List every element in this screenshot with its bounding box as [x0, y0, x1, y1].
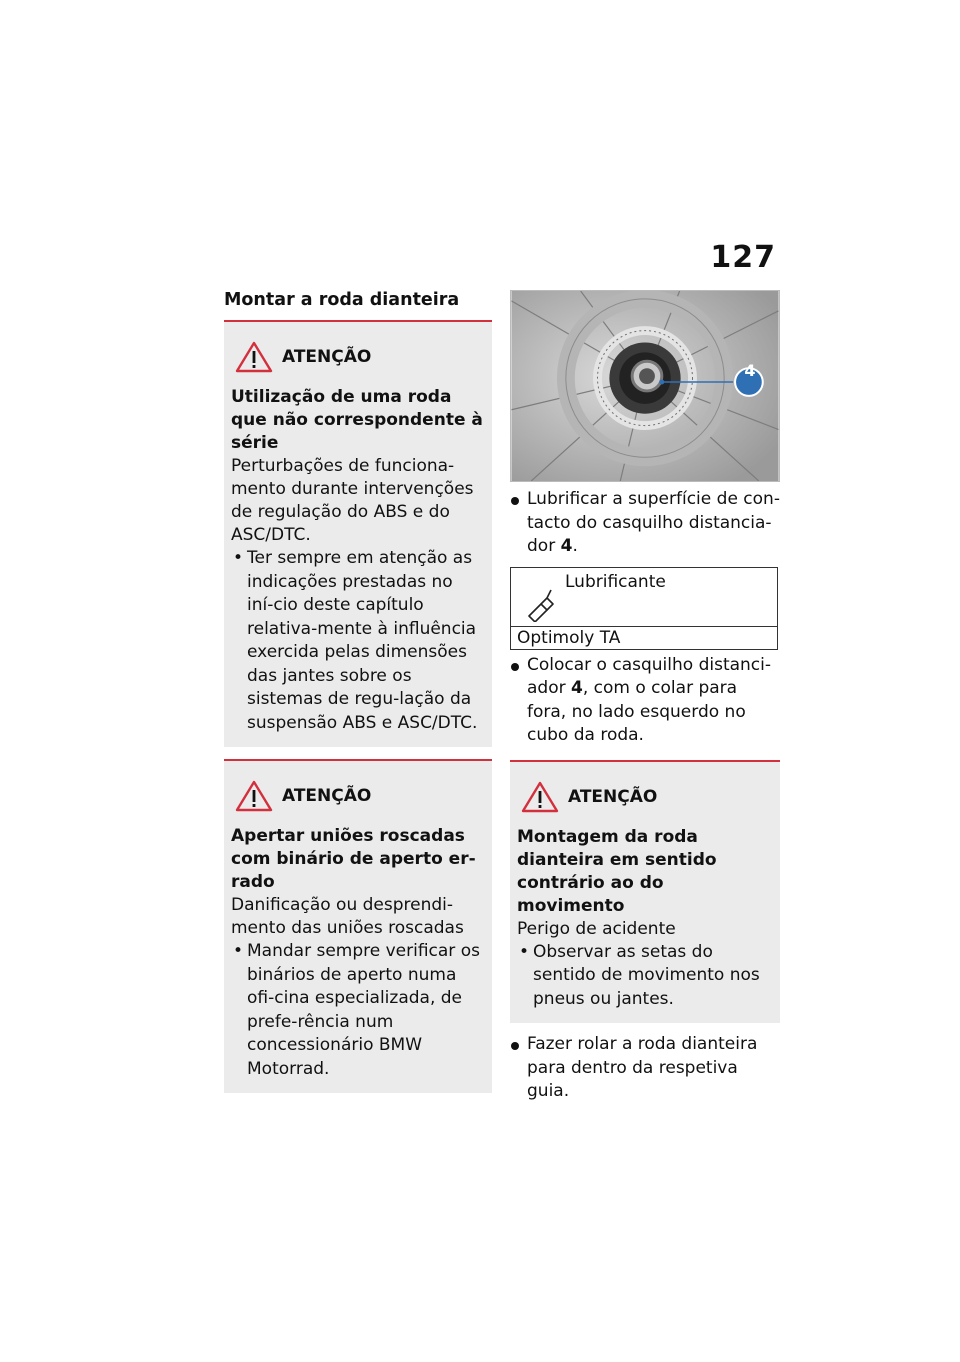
warning-header	[517, 780, 772, 814]
warning-box-torque	[224, 759, 492, 1093]
warning-header	[231, 779, 484, 813]
warning-text: Perturbações de funciona-mento durante intervenções de regulação do ABS e do ASC/DTC.	[231, 456, 474, 545]
lubricant-label: Lubrificante	[565, 571, 666, 592]
lubricant-header	[511, 568, 777, 627]
lubricant-tube-icon	[521, 582, 561, 622]
step-text: Colocar o casquilho distanci-ador	[527, 654, 772, 698]
step-insert-spacer	[510, 654, 780, 748]
warning-heading: Montagem da roda dianteira em sentido contrário ao do movimento	[517, 826, 717, 916]
right-column	[510, 290, 780, 1108]
warning-bullet: • Mandar sempre verificar os binários de aperto numa ofi-cina especializada, de prefe-rência num concessionário BMW Motorrad.	[231, 940, 484, 1081]
warning-header	[231, 340, 484, 374]
warning-label: ATENÇÃO	[568, 786, 658, 807]
left-column	[224, 290, 492, 1105]
warning-triangle-icon	[520, 780, 560, 814]
page-number: 127	[710, 240, 776, 275]
warning-triangle-icon	[234, 779, 274, 813]
lubricant-table	[510, 567, 778, 650]
step-roll-wheel: Fazer rolar a roda dianteira para dentro da respetiva guia.	[510, 1033, 780, 1104]
warning-text: Perigo de acidente	[517, 918, 676, 939]
warning-box-direction	[510, 760, 780, 1024]
warning-label: ATENÇÃO	[282, 786, 372, 806]
step-lubricate: Lubrificar a superfície de con-tacto do casquilho distancia-dor 4.	[510, 488, 780, 559]
warning-bullet: • Observar as setas do sentido de movimento nos pneus ou jantes.	[517, 941, 772, 1012]
part-ref: 4	[571, 678, 583, 698]
warning-bullet: • Ter sempre em atenção as indicações prestadas no iní-cio deste capítulo relativa-mente à influência exercida pelas dimensões das jantes sobre os sistemas de regu-lação da suspensão ABS e ASC/DTC.	[231, 547, 484, 735]
step-text: Lubrificar a superfície de con-tacto do casquilho distancia-dor	[527, 489, 780, 556]
warning-heading: Apertar uniões roscadas com binário de aperto er-rado	[231, 826, 476, 892]
lubricant-value: Optimoly TA	[517, 627, 621, 648]
warning-box-rim	[224, 320, 492, 747]
warning-triangle-icon	[234, 340, 274, 374]
part-ref: 4	[560, 536, 573, 556]
warning-heading: Utilização de uma roda que não correspondente à série	[231, 387, 483, 453]
photo-callout-number: 4	[744, 361, 756, 380]
section-title: Montar a roda dianteira	[224, 290, 460, 310]
step-text: , com o colar para fora, no lado esquerdo no cubo da roda.	[527, 678, 746, 745]
warning-label: ATENÇÃO	[282, 347, 372, 367]
wheel-hub-photo	[510, 290, 780, 482]
warning-text: Danificação ou desprendi-mento das uniões roscadas	[231, 895, 464, 938]
